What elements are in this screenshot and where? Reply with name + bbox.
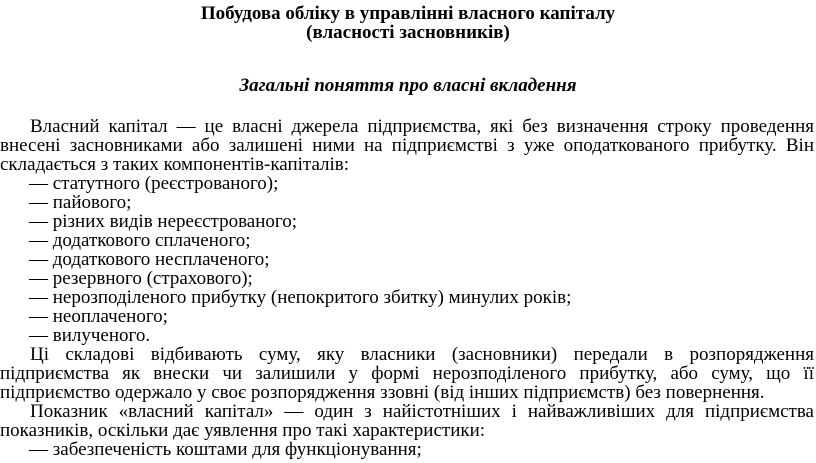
list-item: — різних видів нереєстрованого; xyxy=(29,211,298,232)
list-item: — неоплаченого; xyxy=(29,306,168,327)
list-item: — забезпеченість коштами для функціонування; xyxy=(29,439,422,460)
paragraph-indicator: Показник «власний капітал» — один з найістотніших і найважливіших для підприємства показників, оскільки дає уявлення про такі характеристики: xyxy=(0,401,814,441)
list-item: — додаткового сплаченого; xyxy=(29,230,251,251)
list-item: — резервного (страхового); xyxy=(29,268,253,289)
list-item: — нерозподіленого прибутку (непокритого збитку) минулих років; xyxy=(29,287,572,308)
list-item: — статутного (реєстрованого); xyxy=(29,173,279,194)
list-item: — вилученого. xyxy=(29,325,151,346)
paragraph-definition: Власний капітал — це власні джерела підприємства, які без визначення строку проведення внесені засновниками або залишені ними на підприємстві з уже оподаткованого прибутку. Він складається з таких компонентів-капіталів: xyxy=(0,116,814,175)
page-title-line-1: Побудова обліку в управлінні власного капіталу xyxy=(200,3,616,24)
section-subtitle: Загальні поняття про власні вкладення xyxy=(239,75,577,96)
document-body xyxy=(0,117,816,459)
paragraph-components: Ці складові відбивають суму, яку власники (засновники) передали в розпорядження підприємства як внески чи залишили у формі нерозподіленого прибутку, або суму, що її підприємство одержало у своє розпорядження ззовні (від інших підприємств) без повернення. xyxy=(0,344,814,403)
list-item: — пайового; xyxy=(29,192,132,213)
page-title-line-2: (власності засновників) xyxy=(306,22,510,43)
list-item: — додаткового несплаченого; xyxy=(29,249,270,270)
